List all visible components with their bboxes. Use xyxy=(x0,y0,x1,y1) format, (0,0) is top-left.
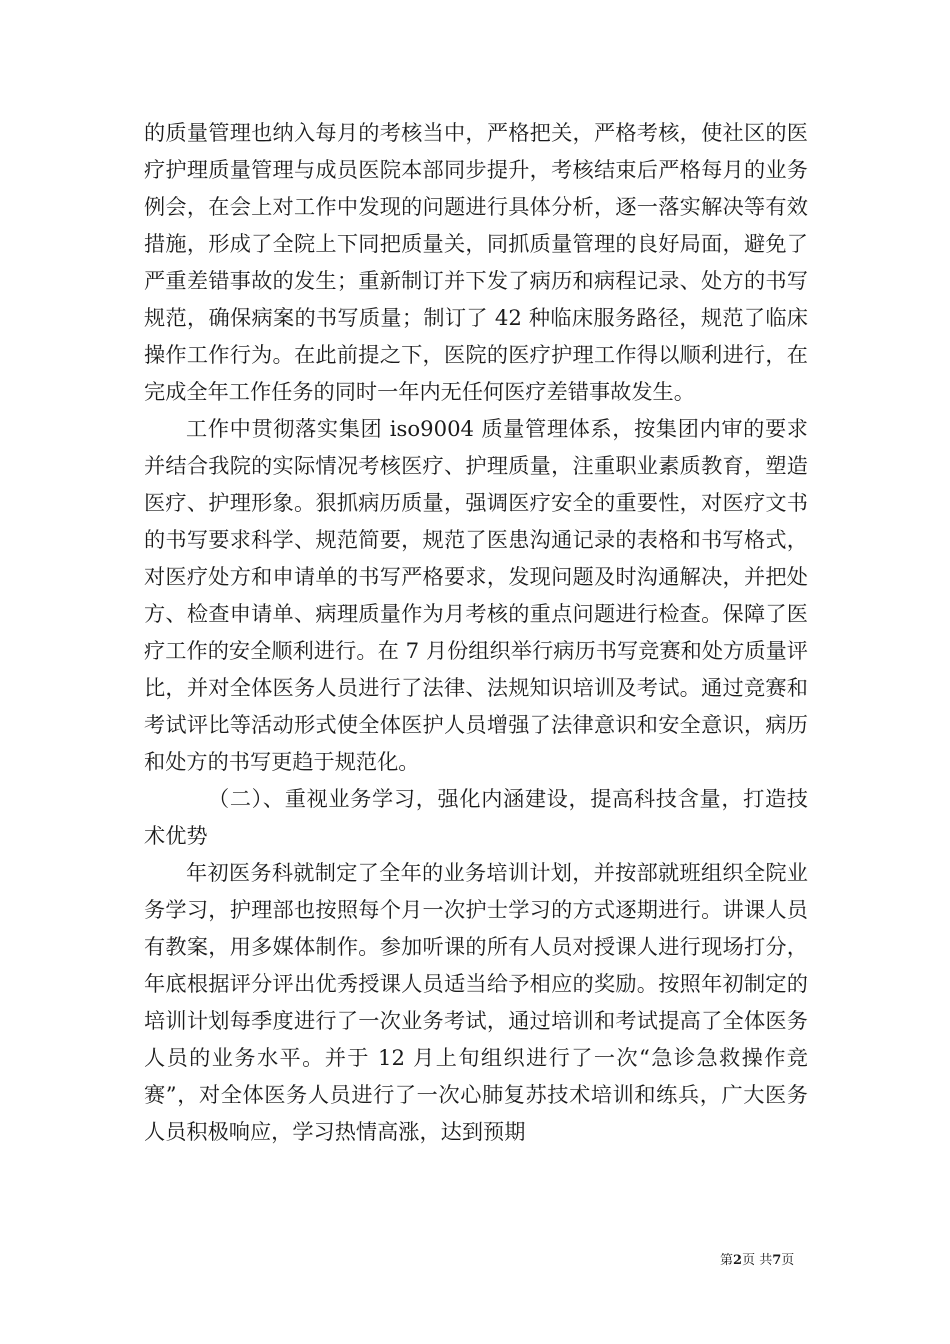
footer-total-pages: 7 xyxy=(772,1253,782,1268)
footer-current-page: 2 xyxy=(733,1253,743,1268)
footer-middle: 页 共 xyxy=(742,1253,773,1268)
paragraph-quality-management: 的质量管理也纳入每月的考核当中，严格把关，严格考核，使社区的医疗护理质量管理与成员医院本部同步提升，考核结束后严格每月的业务例会，在会上对工作中发现的问题进行具体分析，逐一落实解决等有效措施，形成了全院上下同把质量关，同抓质量管理的良好局面，避免了严重差错事故的发生；重新制订并下发了病历和病程记录、处方的书写规范，确保病案的书写质量；制订了 42 种临床服务路径，规范了临床操作工作行为。在此前提之下，医院的医疗护理工作得以顺利进行，在完成全年工作任务的同时一年内无任何医疗差错事故发生。 xyxy=(144,120,808,404)
footer-suffix: 页 xyxy=(781,1253,795,1268)
paragraph-iso9004: 工作中贯彻落实集团 iso9004 质量管理体系，按集团内审的要求并结合我院的实际情况考核医疗、护理质量，注重职业素质教育，塑造医疗、护理形象。狠抓病历质量，强调医疗安全的重要性，对医疗文书的书写要求科学、规范简要，规范了医患沟通记录的表格和书写格式，对医疗处方和申请单的书写严格要求，发现问题及时沟通解决，并把处方、检查申请单、病理质量作为月考核的重点问题进行检查。保障了医疗工作的安全顺利进行。在 7 月份组织举行病历书写竞赛和处方质量评比，并对全体医务人员进行了法律、法规知识培训及考试。通过竞赛和考试评比等活动形式使全体医护人员增强了法律意识和安全意识，病历和处方的书写更趋于规范化。 xyxy=(144,416,808,774)
page-number-footer xyxy=(720,1249,820,1268)
document-body xyxy=(144,114,808,1150)
paragraph-training-plan: 年初医务科就制定了全年的业务培训计划，并按部就班组织全院业务学习，护理部也按照每个月一次护士学习的方式逐期进行。讲课人员有教案，用多媒体制作。参加听课的所有人员对授课人进行现场打分，年底根据评分评出优秀授课人员适当给予相应的奖励。按照年初制定的培训计划每季度进行了一次业务考试，通过培训和考试提高了全体医务人员的业务水平。并于 12 月上旬组织进行了一次“急诊急救操作竞赛”，对全体医务人员进行了一次心肺复苏技术培训和练兵，广大医务人员积极响应，学习热情高涨，达到预期 xyxy=(144,860,808,1144)
section-heading-business-study: （二）、重视业务学习，强化内涵建设，提高科技含量，打造技术优势 xyxy=(144,786,808,848)
footer-prefix: 第 xyxy=(720,1253,734,1268)
